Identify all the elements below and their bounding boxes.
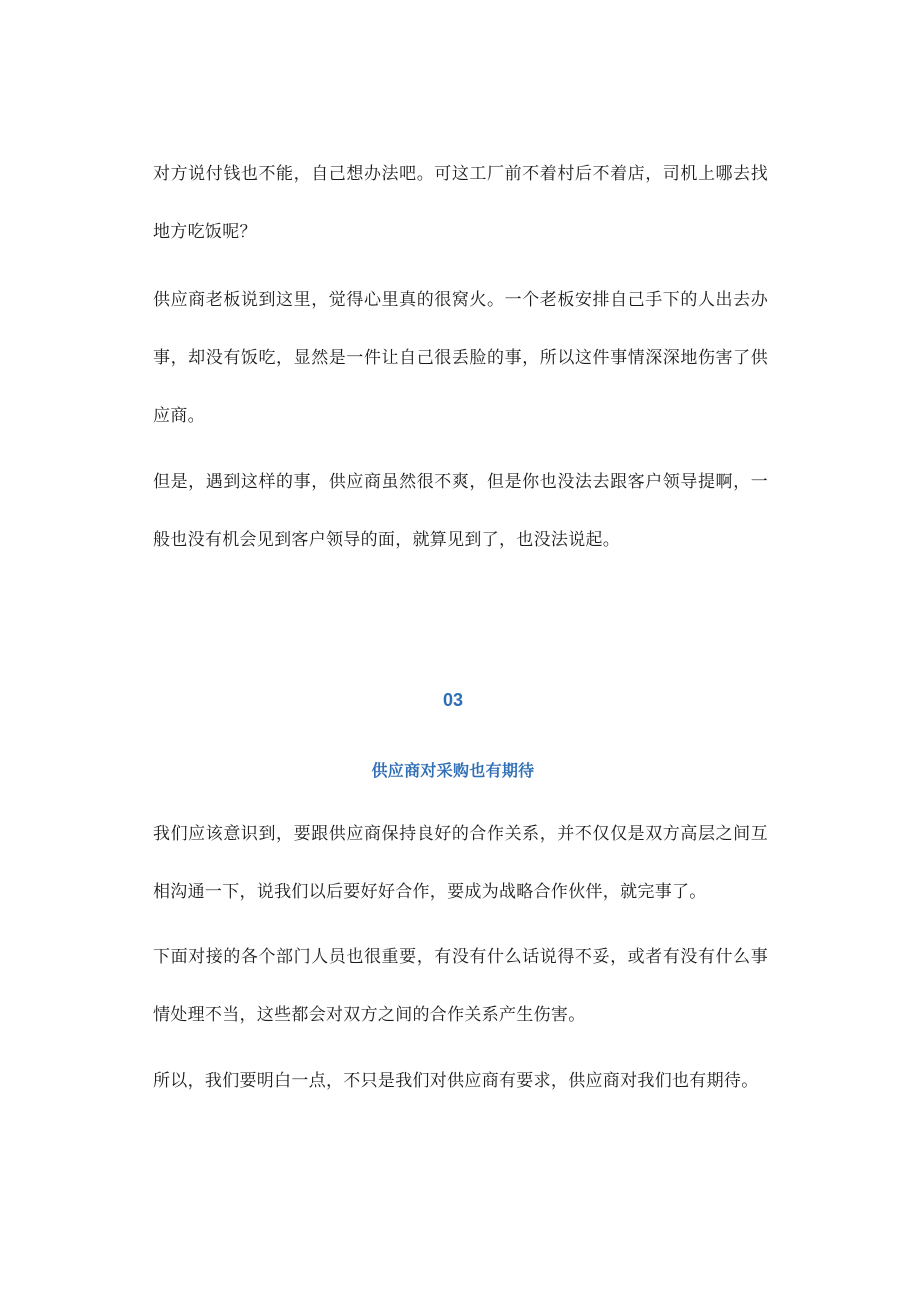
paragraph-1: 对方说付钱也不能，自己想办法吧。可这工厂前不着村后不着店，司机上哪去找地方吃饭呢？	[153, 164, 768, 242]
section-paragraph-2: 下面对接的各个部门人员也很重要，有没有什么话说得不妥，或者有没有什么事情处理不当，这些都会对双方之间的合作关系产生伤害。	[153, 947, 768, 1025]
section-paragraph-1: 我们应该意识到，要跟供应商保持良好的合作关系，并不仅仅是双方高层之间互相沟通一下，说我们以后要好好合作，要成为战略合作伙伴，就完事了。	[153, 824, 768, 902]
section-paragraph-3: 所以，我们要明白一点，不只是我们对供应商有要求，供应商对我们也有期待。	[153, 1071, 759, 1091]
paragraph-3: 但是，遇到这样的事，供应商虽然很不爽，但是你也没法去跟客户领导提啊，一般也没有机会见到客户领导的面，就算见到了，也没法说起。	[153, 472, 768, 550]
section-number: 03	[442, 690, 464, 710]
paragraph-2: 供应商老板说到这里，觉得心里真的很窝火。一个老板安排自己手下的人出去办事，却没有饭吃，显然是一件让自己很丢脸的事，所以这件事情深深地伤害了供应商。	[153, 290, 768, 426]
section-title: 供应商对采购也有期待	[371, 761, 535, 780]
